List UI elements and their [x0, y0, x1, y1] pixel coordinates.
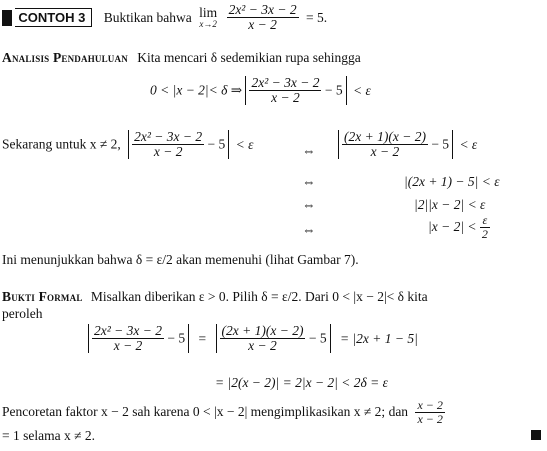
analysis-eq-end: < ε [352, 82, 371, 98]
footer-text: Pencoretan faktor x − 2 sah karena 0 < |x − 2| mengimplikasikan x ≠ 2; dan [2, 404, 409, 420]
steps-lhs-end: < ε [235, 136, 254, 152]
steps-lead: Sekarang untuk x ≠ 2, [2, 136, 121, 152]
analysis-denominator: x − 2 [271, 90, 300, 106]
proof-line-2: = |2(x − 2)| = 2|x − 2| < 2δ = ε [215, 375, 388, 390]
analysis-numerator: 2x² − 3x − 2 [251, 75, 320, 90]
steps-r1-end: < ε [459, 136, 478, 152]
proof-line-1 [88, 324, 418, 353]
steps-lhs-fraction [132, 130, 204, 159]
proof-a-abs [88, 324, 189, 353]
footer-fraction [415, 399, 444, 425]
example-marker [2, 10, 12, 26]
proof-text: Misalkan diberikan ε > 0. Pilih δ = ε/2. Dari 0 < |x − 2|< δ kita [90, 289, 428, 304]
steps-r4-left: |x − 2| < [428, 219, 477, 235]
analysis-equation [150, 76, 371, 105]
analysis-text: Kita mencari δ sedemikian rupa sehingga [137, 50, 361, 65]
steps-r3: |2||x − 2| < ε [414, 197, 486, 212]
footer-numerator: x − 2 [417, 398, 443, 412]
proof-b-abs [216, 324, 331, 353]
steps-r1-denominator: x − 2 [370, 144, 400, 160]
proof-a-fraction [92, 324, 164, 353]
steps-row-1 [2, 130, 253, 159]
steps-r1-tail: − 5 [431, 136, 450, 152]
steps-r4-fraction [480, 214, 490, 240]
steps-r1-fraction [342, 130, 428, 159]
footer-denominator: x − 2 [417, 411, 443, 426]
analysis-paragraph [2, 50, 361, 66]
steps-r1 [338, 130, 477, 159]
proof-a-denominator: x − 2 [113, 338, 143, 354]
example-denominator: x − 2 [248, 17, 277, 33]
lim-text: lim [199, 5, 218, 21]
proof-text-line2: peroleh [2, 306, 43, 321]
example-numerator: 2x² − 3x − 2 [228, 2, 297, 17]
iff-1: ⇔ [302, 143, 316, 158]
proof-eq1: = [198, 330, 207, 346]
limit-block [199, 6, 217, 29]
proof-b-fraction [220, 324, 306, 353]
analysis-minus-five: − 5 [324, 82, 343, 98]
proof-a-numerator: 2x² − 3x − 2 [94, 323, 163, 338]
iff-3: ⇔ [302, 197, 316, 212]
iff-2: ⇔ [302, 174, 316, 189]
example-equals: = 5. [305, 9, 328, 25]
footer-line-1 [2, 399, 445, 425]
example-header [2, 3, 327, 43]
steps-lhs-tail: − 5 [207, 136, 226, 152]
proof-paragraph [2, 289, 428, 305]
proof-a-tail: − 5 [167, 330, 186, 346]
proof-b-denominator: x − 2 [248, 338, 277, 354]
proof-b-numerator: (2x + 1)(x − 2) [221, 323, 304, 338]
steps-r1-numerator: (2x + 1)(x − 2) [344, 129, 426, 144]
proof-heading: Bukti Formal [2, 289, 83, 304]
steps-r4 [428, 214, 490, 240]
proof-b-tail: − 5 [308, 330, 327, 346]
steps-r2: |(2x + 1) − 5| < ε [404, 174, 500, 189]
analysis-abs-value [245, 76, 346, 105]
steps-lhs-numerator: 2x² − 3x − 2 [134, 129, 203, 144]
steps-r1-abs [338, 130, 453, 159]
footer-line-2: = 1 selama x ≠ 2. [2, 428, 96, 443]
analysis-heading: Analisis Pendahuluan [2, 50, 128, 65]
lim-subscript: x→2 [199, 18, 217, 29]
example-label: CONTOH 3 [15, 8, 92, 27]
steps-lhs-abs [128, 130, 229, 159]
example-fraction [227, 3, 299, 32]
iff-4: ⇔ [302, 222, 316, 237]
steps-lhs-denominator: x − 2 [153, 144, 183, 160]
end-of-proof-mark [531, 430, 541, 440]
analysis-fraction [249, 76, 321, 105]
steps-r4-numerator: ε [480, 214, 490, 228]
steps-r4-denominator: 2 [481, 226, 488, 241]
example-intro: Buktikan bahwa [103, 9, 192, 25]
analysis-eq-left: 0 < |x − 2|< δ ⇒ [150, 82, 243, 98]
proof-b-right: = |2x + 1 − 5| [339, 330, 418, 346]
conclusion-text: Ini menunjukkan bahwa δ = ε/2 akan memenuhi (lihat Gambar 7). [2, 252, 359, 267]
